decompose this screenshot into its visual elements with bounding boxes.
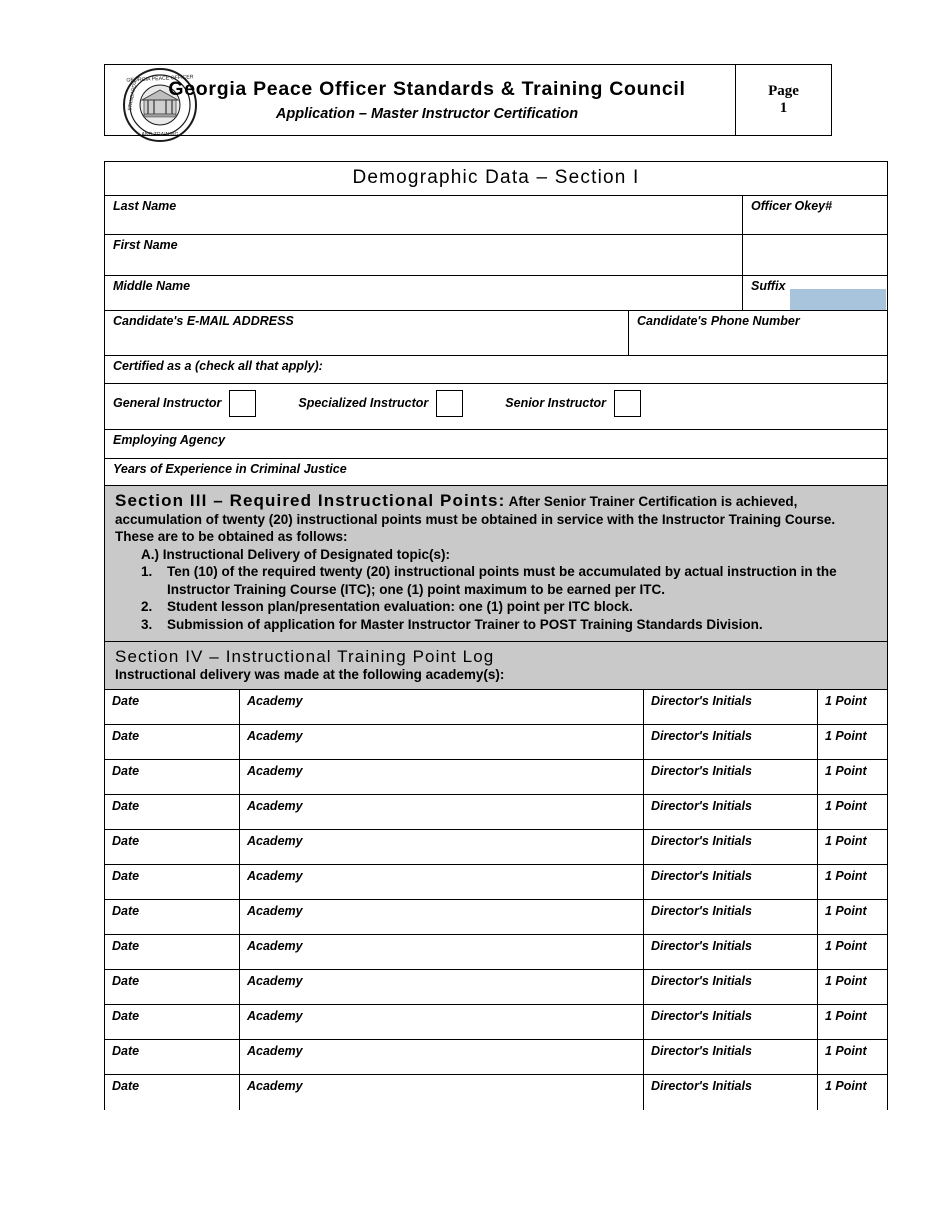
cell-date[interactable] (105, 1005, 239, 1039)
numbered-text: Student lesson plan/presentation evaluation: one (1) point per ITC block. (167, 599, 633, 614)
label-initials: Director's Initials (651, 694, 752, 708)
cell-initials[interactable] (643, 1075, 817, 1110)
cell-points[interactable] (817, 830, 886, 864)
label-academy: Academy (247, 799, 303, 813)
label-academy: Academy (247, 869, 303, 883)
numbered-marker: 2. (141, 599, 153, 614)
label-suffix: Suffix (751, 279, 786, 293)
page-subtitle: Application – Master Instructor Certification (275, 106, 579, 122)
document-header (104, 64, 832, 136)
cell-points[interactable] (817, 900, 886, 934)
section-four-subheading: Instructional delivery was made at the following academy(s): (115, 666, 505, 682)
label-points: 1 Point (825, 834, 867, 848)
label-initials: Director's Initials (651, 869, 752, 883)
section-four-block (105, 642, 887, 690)
label-date: Date (112, 729, 140, 743)
field-email[interactable] (105, 311, 628, 355)
section-three-numbered-1 (115, 563, 877, 598)
label-points: 1 Point (825, 1009, 867, 1023)
cell-points[interactable] (817, 1040, 886, 1074)
cell-initials[interactable] (643, 970, 817, 1004)
label-last-name: Last Name (113, 199, 177, 213)
field-phone[interactable] (628, 311, 886, 355)
field-officer-okey[interactable] (742, 196, 886, 234)
cell-academy[interactable] (239, 1005, 643, 1039)
cell-initials[interactable] (643, 690, 817, 724)
numbered-marker: 1. (141, 564, 153, 579)
table-row[interactable] (105, 1005, 887, 1040)
label-points: 1 Point (825, 729, 867, 743)
page-number: 1 (779, 100, 788, 116)
field-last-name[interactable] (105, 196, 742, 234)
cell-initials[interactable] (643, 935, 817, 969)
label-initials: Director's Initials (651, 904, 752, 918)
label-middle-name: Middle Name (113, 279, 191, 293)
label-initials: Director's Initials (651, 729, 752, 743)
table-row[interactable] (105, 1040, 887, 1075)
label-academy: Academy (247, 974, 303, 988)
checkbox-general-instructor[interactable] (229, 390, 256, 417)
suffix-input-highlight[interactable] (790, 289, 886, 310)
section-three-block (105, 486, 887, 642)
numbered-text: Submission of application for Master Instructor Trainer to POST Training Standards Division. (167, 616, 763, 632)
page-label: Page (768, 83, 799, 99)
cell-academy[interactable] (239, 760, 643, 794)
section-three-item-a: A.) Instructional Delivery of Designated topic(s): (141, 546, 451, 562)
label-years-experience: Years of Experience in Criminal Justice (113, 462, 347, 476)
label-officer-okey: Officer Okey# (751, 199, 833, 213)
cell-initials[interactable] (643, 760, 817, 794)
label-points: 1 Point (825, 799, 867, 813)
cell-date[interactable] (105, 1075, 239, 1110)
label-academy: Academy (247, 904, 303, 918)
svg-text:STANDARDS: STANDARDS (127, 80, 139, 112)
cell-academy[interactable] (239, 690, 643, 724)
table-row[interactable] (105, 725, 887, 760)
cell-points[interactable] (817, 795, 886, 829)
label-phone: Candidate's Phone Number (637, 314, 800, 328)
label-initials: Director's Initials (651, 974, 752, 988)
label-date: Date (112, 764, 140, 778)
label-date: Date (112, 869, 140, 883)
table-row[interactable] (105, 935, 887, 970)
cell-academy[interactable] (239, 1075, 643, 1110)
cell-date[interactable] (105, 900, 239, 934)
cell-date[interactable] (105, 830, 239, 864)
label-academy: Academy (247, 1009, 303, 1023)
svg-text:GEORGIA PEACE OFFICER: GEORGIA PEACE OFFICER (126, 74, 194, 84)
svg-text:AND TRAINING: AND TRAINING (141, 132, 179, 138)
page-title: Georgia Peace Officer Standards & Training Council (168, 78, 686, 100)
label-specialized-instructor: Specialized Instructor (298, 396, 429, 410)
row-contact (105, 311, 887, 356)
cell-academy[interactable] (239, 970, 643, 1004)
cell-academy[interactable] (239, 865, 643, 899)
cell-points[interactable] (817, 760, 886, 794)
cell-initials[interactable] (643, 865, 817, 899)
label-date: Date (112, 1009, 140, 1023)
row-years-experience (105, 459, 887, 486)
section-three-heading-line (115, 492, 877, 546)
table-row[interactable] (105, 865, 887, 900)
cell-date[interactable] (105, 970, 239, 1004)
cell-points[interactable] (817, 970, 886, 1004)
label-academy: Academy (247, 834, 303, 848)
instructional-point-log-table (105, 690, 887, 1110)
cell-date[interactable] (105, 690, 239, 724)
label-academy: Academy (247, 1044, 303, 1058)
cell-academy[interactable] (239, 900, 643, 934)
label-senior-instructor: Senior Instructor (505, 396, 606, 410)
label-employing-agency: Employing Agency (113, 433, 226, 447)
field-officer-okey-value[interactable] (742, 235, 886, 275)
cell-date[interactable] (105, 1040, 239, 1074)
cell-points[interactable] (817, 865, 886, 899)
checkbox-group-senior-instructor[interactable] (505, 390, 641, 417)
cell-initials[interactable] (643, 830, 817, 864)
cell-initials[interactable] (643, 725, 817, 759)
label-points: 1 Point (825, 869, 867, 883)
cell-academy[interactable] (239, 725, 643, 759)
label-points: 1 Point (825, 764, 867, 778)
label-academy: Academy (247, 729, 303, 743)
row-certified-as (105, 356, 887, 384)
table-row[interactable] (105, 970, 887, 1005)
label-date: Date (112, 694, 140, 708)
checkbox-specialized-instructor[interactable] (436, 390, 463, 417)
cell-points[interactable] (817, 690, 886, 724)
label-points: 1 Point (825, 974, 867, 988)
cell-initials[interactable] (643, 1005, 817, 1039)
label-certified-as: Certified as a (check all that apply): (113, 359, 323, 373)
field-middle-name[interactable] (105, 276, 742, 310)
cell-academy[interactable] (239, 795, 643, 829)
table-row[interactable] (105, 795, 887, 830)
label-date: Date (112, 974, 140, 988)
label-date: Date (112, 834, 140, 848)
label-date: Date (112, 939, 140, 953)
cell-date[interactable] (105, 865, 239, 899)
label-academy: Academy (247, 764, 303, 778)
section-one-title: Demographic Data – Section I (105, 162, 887, 196)
field-suffix[interactable] (742, 276, 886, 310)
cell-date[interactable] (105, 935, 239, 969)
label-initials: Director's Initials (651, 834, 752, 848)
header-title-box (104, 64, 735, 136)
checkbox-senior-instructor[interactable] (614, 390, 641, 417)
cell-date[interactable] (105, 795, 239, 829)
page-number-box (735, 64, 832, 136)
demographic-data-section (104, 161, 888, 1110)
numbered-text: Ten (10) of the required twenty (20) instructional points must be accumulated by actual instruction in the Instructor Training Course (ITC); one (1) point maximum to be earned per ITC. (167, 564, 837, 597)
cell-academy[interactable] (239, 830, 643, 864)
label-initials: Director's Initials (651, 1079, 752, 1093)
label-points: 1 Point (825, 694, 867, 708)
label-points: 1 Point (825, 1079, 867, 1093)
label-initials: Director's Initials (651, 1044, 752, 1058)
label-date: Date (112, 799, 140, 813)
label-general-instructor: General Instructor (113, 396, 222, 410)
table-row[interactable] (105, 760, 887, 795)
row-first-name (105, 235, 887, 276)
label-initials: Director's Initials (651, 764, 752, 778)
numbered-marker: 3. (141, 616, 153, 632)
checkbox-group-specialized-instructor[interactable] (298, 390, 463, 417)
label-date: Date (112, 1044, 140, 1058)
table-row[interactable] (105, 830, 887, 865)
label-initials: Director's Initials (651, 799, 752, 813)
label-date: Date (112, 1079, 140, 1093)
section-three-numbered-2 (115, 598, 877, 616)
cell-academy[interactable] (239, 935, 643, 969)
cell-points[interactable] (817, 1075, 886, 1110)
row-last-name (105, 196, 887, 235)
label-points: 1 Point (825, 1044, 867, 1058)
label-initials: Director's Initials (651, 1009, 752, 1023)
row-employing-agency (105, 430, 887, 459)
cell-academy[interactable] (239, 1040, 643, 1074)
label-academy: Academy (247, 694, 303, 708)
cell-date[interactable] (105, 760, 239, 794)
label-date: Date (112, 904, 140, 918)
row-instructor-checkboxes (105, 384, 887, 430)
section-four-heading: Section IV – Instructional Training Point Log (115, 647, 495, 666)
section-three-intro: After Senior Trainer Certification is achieved, accumulation of twenty (20) instructional points must be obtained in service with the Instructor Training Course. These are to be obtained as follows: (115, 494, 836, 544)
label-email: Candidate's E-MAIL ADDRESS (113, 314, 294, 328)
section-three-heading: Section III – Required Instructional Points: (115, 491, 506, 510)
label-initials: Director's Initials (651, 939, 752, 953)
cell-initials[interactable] (643, 795, 817, 829)
table-row[interactable] (105, 690, 887, 725)
field-first-name[interactable] (105, 235, 742, 275)
field-employing-agency[interactable] (105, 430, 886, 458)
section-three-numbered-3 (115, 616, 877, 634)
cell-points[interactable] (817, 935, 886, 969)
checkbox-group-general-instructor[interactable] (113, 390, 256, 417)
cell-initials[interactable] (643, 1040, 817, 1074)
label-academy: Academy (247, 939, 303, 953)
label-points: 1 Point (825, 904, 867, 918)
table-row[interactable] (105, 900, 887, 935)
cell-points[interactable] (817, 725, 886, 759)
field-years-experience[interactable] (105, 459, 886, 485)
row-middle-name (105, 276, 887, 311)
table-row[interactable] (105, 1075, 887, 1110)
label-first-name: First Name (113, 238, 178, 252)
cell-date[interactable] (105, 725, 239, 759)
cell-initials[interactable] (643, 900, 817, 934)
label-points: 1 Point (825, 939, 867, 953)
label-academy: Academy (247, 1079, 303, 1093)
cell-points[interactable] (817, 1005, 886, 1039)
